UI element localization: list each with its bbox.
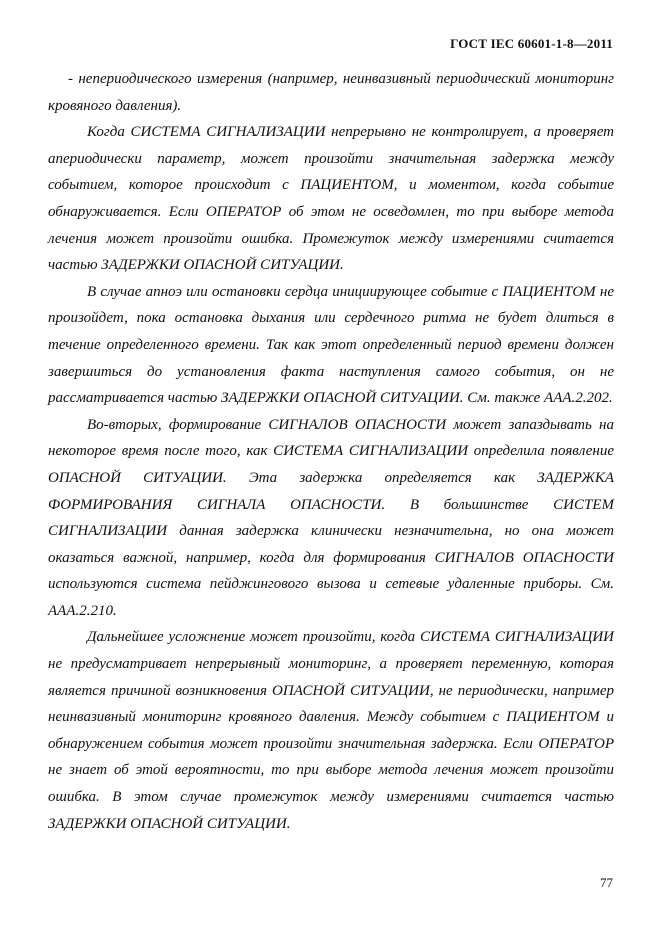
document-body bbox=[48, 66, 614, 837]
document-header: ГОСТ IEC 60601-1-8—2011 bbox=[450, 36, 613, 51]
paragraph-apnea: В случае апноэ или остановки сердца инициирующее событие с ПАЦИЕНТОМ не произойдет, пока остановка дыхания или сердечного ритма не будет длиться в течение определенного времени. Так как этот определенный период времени должен завершиться до установления факта наступления самого события, он не рассматривается частью ЗАДЕРЖКИ ОПАСНОЙ СИТУАЦИИ. См. также ААА.2.202. bbox=[48, 283, 614, 407]
paragraph-periodic-check: Когда СИСТЕМА СИГНАЛИЗАЦИИ непрерывно не контролирует, а проверяет апериодически параметр, может произойти значительная задержка между событием, которое происходит с ПАЦИЕНТОМ, и моментом, когда событие обнаруживается. Если ОПЕРАТОР об этом не осведомлен, то при выборе метода лечения может произойти ошибка. Промежуток между измерениями считается частью ЗАДЕРЖКИ ОПАСНОЙ СИТУАЦИИ. bbox=[48, 124, 614, 274]
paragraph-signal-delay: Во-вторых, формирование СИГНАЛОВ ОПАСНОСТИ может запаздывать на некоторое время после того, как СИСТЕМА СИГНАЛИЗАЦИИ определила появление ОПАСНОЙ СИТУАЦИИ. Эта задержка определяется как ЗАДЕРЖКА ФОРМИРОВАНИЯ СИГНАЛА ОПАСНОСТИ. В большинстве СИСТЕМ СИГНАЛИЗАЦИИ данная задержка клинически незначительна, но она может оказаться важной, например, когда для формирования СИГНАЛОВ ОПАСНОСТИ используются система пейджингового вызова и сетевые удаленные приборы. См. ААА.2.210. bbox=[48, 416, 614, 619]
page-number: 77 bbox=[600, 875, 613, 890]
paragraph-further-complication: Дальнейшее усложнение может произойти, когда СИСТЕМА СИГНАЛИЗАЦИИ не предусматривает непрерывный мониторинг, а проверяет переменную, которая является причиной возникновения ОПАСНОЙ СИТУАЦИИ, не периодически, например неинвазивный мониторинг кровяного давления. Между событием с ПАЦИЕНТОМ и обнаружением события может произойти значительная задержка. Если ОПЕРАТОР не знает об этой вероятности, то при выборе метода лечения может произойти ошибка. В этом случае промежуток между измерениями считается частью ЗАДЕРЖКИ ОПАСНОЙ СИТУАЦИИ. bbox=[48, 629, 614, 832]
paragraph-list-item: - непериодического измерения (например, неинвазивный периодический мониторинг кровяного давления). bbox=[48, 71, 614, 114]
